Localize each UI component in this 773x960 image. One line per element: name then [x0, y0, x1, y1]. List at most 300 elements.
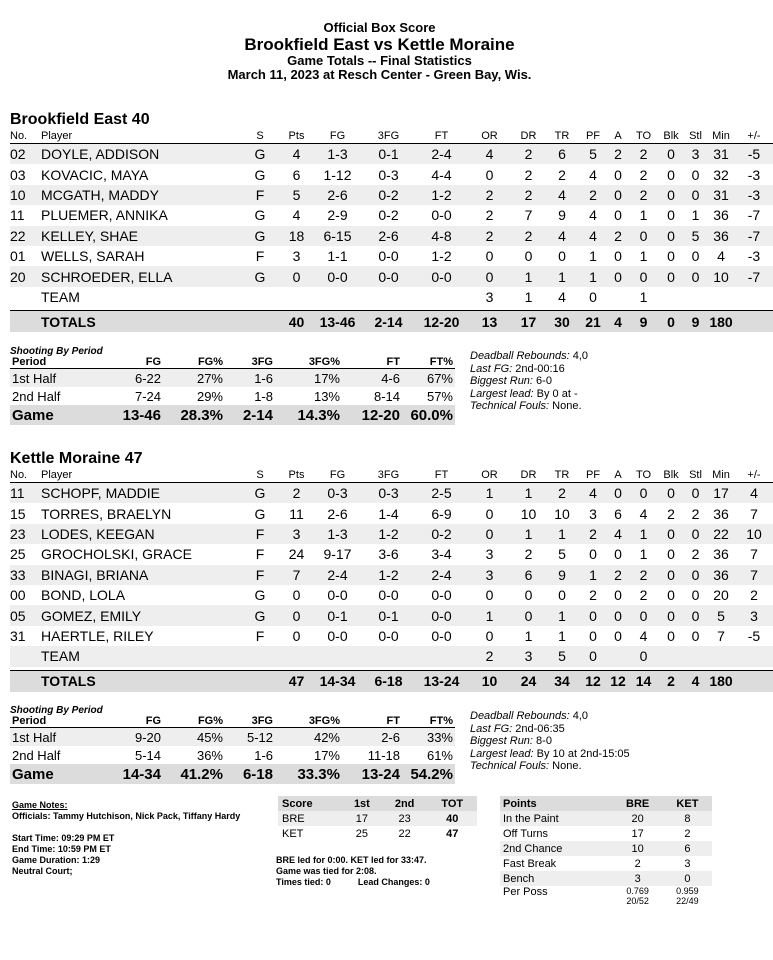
stat-cell: 0	[658, 185, 684, 205]
per-poss-value: 0.769	[626, 886, 649, 896]
player-row	[10, 605, 773, 625]
per-poss-ratio: 22/49	[676, 896, 699, 906]
shooting-cell: 9-20	[80, 728, 163, 747]
stat-cell: 0	[485, 505, 494, 522]
stat-cell: 7	[279, 565, 314, 585]
shooting-cell: 29%	[196, 388, 223, 404]
stat-cell: 2-4	[416, 144, 467, 165]
stat-cell: F	[255, 627, 265, 644]
stat-cell	[10, 311, 41, 333]
shooting-cell: 45%	[163, 728, 225, 747]
stat-cell: 36	[707, 226, 735, 246]
stat-cell: 0-0	[431, 207, 452, 224]
stat-cell	[707, 646, 735, 666]
points-value: 8	[663, 811, 712, 826]
stat-cell: 0	[691, 587, 700, 604]
stat-cell: 14-34	[314, 670, 361, 692]
stat-cell: 0-0	[431, 587, 452, 604]
column-header: FG	[314, 468, 361, 483]
stat-cell: WELLS, SARAH	[41, 248, 145, 265]
stat-cell: 2-6	[361, 226, 416, 246]
stat-cell: 0	[467, 266, 512, 286]
game-fact-label: Last FG:	[470, 722, 513, 735]
stat-cell: 6-18	[361, 670, 416, 692]
stat-cell: 01	[10, 248, 26, 265]
game-notes-title: Game Notes:	[12, 800, 68, 810]
home-box-score-table	[10, 129, 773, 332]
game-fact	[470, 363, 588, 376]
game-fact-label: Biggest Run:	[470, 735, 533, 747]
stat-cell: 0	[629, 226, 658, 246]
stat-cell: 1	[639, 546, 648, 563]
score-cell: 17	[342, 811, 382, 826]
stat-cell: 02	[10, 144, 41, 165]
score-cell: 22	[398, 827, 411, 840]
stat-cell: 1	[524, 627, 533, 644]
stat-cell: 1	[579, 565, 607, 585]
column-header: FT	[416, 468, 467, 483]
column-header: A	[607, 129, 629, 144]
game-fact	[470, 400, 588, 413]
shooting-header: 3FG	[225, 356, 275, 369]
stat-cell: 4	[639, 505, 648, 522]
stat-cell	[314, 646, 361, 666]
column-header: OR	[467, 468, 512, 483]
stat-cell: 2	[639, 587, 648, 604]
column-header: FG	[314, 129, 361, 144]
shooting-cell: 57%	[426, 388, 453, 404]
stat-cell: 5	[279, 185, 314, 205]
stat-cell: 2	[485, 207, 494, 224]
shooting-cell: 2-6	[342, 728, 402, 747]
game-fact-label: Largest lead:	[470, 747, 534, 760]
shooting-cell: 13-24	[342, 764, 402, 784]
stat-cell: 2	[667, 505, 675, 522]
stat-cell: 2	[512, 144, 545, 165]
stat-cell	[279, 287, 314, 307]
stat-cell: 0-0	[314, 266, 361, 286]
stat-cell: 0	[629, 605, 658, 625]
stat-cell: 9	[558, 207, 566, 224]
stat-cell: 0	[658, 266, 684, 286]
shooting-cell: 54.2%	[402, 764, 455, 784]
lead-time-info: BRE led for 0:00. KET led for 33:47.	[276, 855, 427, 865]
officials: Officials: Tammy Hutchison, Nick Pack, Tiffany Hardy	[12, 811, 241, 821]
shooting-cell: 33.3%	[275, 764, 342, 784]
game-fact	[470, 760, 630, 773]
stat-cell: 1	[691, 207, 700, 224]
shooting-cell: 17%	[313, 747, 340, 763]
stat-cell: 7	[750, 546, 758, 563]
stat-cell: MCGATH, MADDY	[41, 185, 241, 205]
shooting-cell: 11-18	[367, 747, 400, 763]
points-value: 3	[684, 857, 691, 870]
home-column-header-row	[10, 129, 773, 144]
shooting-header: FG	[80, 715, 163, 728]
score-total: 40	[428, 811, 478, 826]
points-value: 0	[663, 871, 712, 886]
player-row	[10, 205, 773, 225]
column-header: 3FG	[361, 468, 416, 483]
game-fact	[470, 710, 630, 723]
shooting-header: FG%	[163, 715, 225, 728]
home-team-title: Brookfield East 40	[10, 111, 150, 128]
stat-cell: -5	[735, 144, 773, 165]
shooting-cell: Game	[10, 405, 80, 425]
matchup-title: Brookfield East vs Kettle Moraine	[244, 35, 515, 54]
stat-cell: 2	[579, 185, 607, 205]
stat-cell: 0	[629, 266, 658, 286]
game-fact	[470, 735, 630, 748]
stat-cell: 1	[512, 483, 545, 504]
score-header: TOT	[428, 796, 478, 811]
stat-cell: 0	[607, 266, 629, 286]
stat-cell: 0	[558, 248, 566, 265]
stat-cell: G	[241, 144, 279, 165]
stat-cell: G	[241, 483, 279, 504]
shooting-header: Period	[10, 356, 80, 369]
stat-cell: BINAGI, BRIANA	[41, 565, 241, 585]
points-header: BRE	[613, 796, 663, 811]
stat-cell: 2	[279, 483, 314, 504]
stat-cell: 18	[279, 226, 314, 246]
stat-cell: -7	[735, 226, 773, 246]
stat-cell: 31	[10, 627, 26, 644]
stat-cell: -3	[747, 248, 761, 265]
stat-cell: 00	[10, 587, 26, 604]
stat-cell: 6	[512, 565, 545, 585]
column-header: FT	[416, 129, 467, 144]
stat-cell: 0	[691, 166, 700, 183]
points-value: 2	[684, 827, 691, 840]
times-tied: Times tied: 0	[276, 877, 331, 887]
stat-cell: 2-14	[361, 311, 416, 333]
stat-cell: 2	[512, 226, 545, 246]
column-header: A	[607, 468, 629, 483]
stat-cell: 2	[629, 144, 658, 165]
stat-cell: 40	[279, 311, 314, 333]
game-fact-value: By 10 at 2nd-15:05	[533, 747, 630, 760]
stat-cell: 4	[735, 483, 773, 504]
stat-cell: 1	[467, 605, 512, 625]
stat-cell: 0	[292, 627, 301, 644]
column-header: No.	[10, 129, 41, 144]
stat-cell: 23	[10, 524, 41, 544]
stat-cell: 0	[667, 587, 675, 604]
stat-cell	[658, 287, 684, 307]
stat-cell	[684, 287, 707, 307]
stat-cell: 0	[658, 605, 684, 625]
shooting-header: Period	[10, 715, 80, 728]
stat-cell: 0	[589, 288, 597, 305]
team-row	[10, 287, 773, 307]
stat-cell: 1	[512, 524, 545, 544]
stat-cell	[735, 287, 773, 307]
lead-info	[276, 855, 430, 888]
stat-cell: 6	[614, 505, 622, 522]
stat-cell: 0-0	[416, 266, 467, 286]
game-fact	[470, 350, 588, 363]
stat-cell: 2	[629, 565, 658, 585]
score-header: Score	[278, 796, 342, 811]
stat-cell: 0	[667, 166, 675, 183]
stat-cell	[735, 670, 773, 692]
stat-cell: 36	[713, 207, 729, 224]
shooting-cell: 8-14	[373, 388, 400, 404]
court-info: Neutral Court;	[12, 866, 73, 876]
stat-cell: 24	[512, 670, 545, 692]
points-value: 2	[634, 857, 641, 870]
points-label: 2nd Chance	[500, 841, 613, 856]
visitor-team-title: Kettle Moraine 47	[10, 450, 143, 467]
game-fact-label: Biggest Run:	[470, 375, 533, 387]
player-row	[10, 246, 773, 266]
column-header: TR	[545, 129, 579, 144]
stat-cell	[416, 646, 467, 666]
per-poss-ratio: 20/52	[626, 896, 649, 906]
stat-cell: 0	[684, 483, 707, 504]
stat-cell: 11	[10, 207, 25, 224]
stat-cell: 0	[614, 207, 622, 224]
stat-cell: 13-46	[314, 311, 361, 333]
visitor-box-score-table	[10, 468, 773, 692]
column-header: Pts	[279, 129, 314, 144]
game-fact	[470, 748, 630, 761]
stat-cell: 0	[658, 144, 684, 165]
player-row	[10, 164, 773, 184]
stat-cell: 1	[545, 266, 579, 286]
player-row	[10, 524, 773, 544]
stat-cell: 1-1	[327, 248, 348, 265]
score-cell: KET	[282, 827, 304, 840]
stat-cell: 0	[589, 627, 597, 644]
shooting-header: FG	[80, 356, 163, 369]
stat-cell: 0-2	[416, 524, 467, 544]
stat-cell: 22	[10, 226, 41, 246]
shooting-header: FT%	[402, 715, 455, 728]
stat-cell: 10	[707, 266, 735, 286]
stat-cell: 1-2	[416, 185, 467, 205]
stat-cell: 0	[467, 524, 512, 544]
shooting-cell: 36%	[196, 747, 223, 763]
totals-row	[10, 311, 773, 333]
shooting-cell: 6-18	[225, 764, 275, 784]
stat-cell: 0-1	[361, 144, 416, 165]
stat-cell: 4	[545, 185, 579, 205]
stat-cell: 03	[10, 166, 26, 183]
points-row	[500, 811, 712, 826]
shooting-cell: 13%	[313, 388, 340, 404]
shooting-cell: 28.3%	[163, 405, 225, 425]
column-header: TO	[629, 129, 658, 144]
shooting-cell: 1-6	[254, 747, 273, 763]
game-duration: Game Duration: 1:29	[12, 855, 101, 865]
stat-cell: 10	[10, 185, 41, 205]
player-row	[10, 503, 773, 523]
shooting-cell: 14-34	[80, 764, 163, 784]
points-label: Fast Break	[503, 857, 557, 870]
game-fact	[470, 723, 630, 736]
shooting-cell: 61%	[426, 747, 453, 763]
points-value: 6	[663, 841, 712, 856]
shooting-cell: 17%	[275, 369, 342, 388]
stat-cell: 0	[658, 524, 684, 544]
stat-cell: 12-20	[416, 311, 467, 333]
stat-cell: 0	[485, 627, 494, 644]
column-header: Stl	[684, 129, 707, 144]
shooting-cell: 41.2%	[163, 764, 225, 784]
stat-cell: 2	[467, 226, 512, 246]
player-row	[10, 585, 773, 605]
points-label: Per Poss	[503, 886, 548, 898]
home-game-facts	[470, 350, 588, 413]
stat-cell: 2	[607, 226, 629, 246]
stat-cell: 33	[10, 565, 41, 585]
stat-cell: 0-2	[378, 207, 399, 224]
shooting-row	[10, 387, 455, 405]
stat-cell: 1-2	[361, 565, 416, 585]
stat-cell: 0-3	[378, 166, 399, 183]
shooting-cell: 60.0%	[402, 405, 455, 425]
stat-cell: 0	[485, 166, 494, 183]
column-header: TO	[629, 468, 658, 483]
stat-cell	[10, 646, 41, 666]
column-header: Player	[41, 129, 241, 144]
stat-cell: 3	[512, 646, 545, 666]
stat-cell: 2	[512, 185, 545, 205]
shooting-cell: 7-24	[134, 388, 161, 404]
stat-cell: 7	[524, 207, 533, 224]
game-fact-label: Largest lead:	[470, 387, 534, 400]
stat-cell: 1	[545, 605, 579, 625]
stat-cell: 0	[629, 646, 658, 666]
stat-cell: 34	[545, 670, 579, 692]
stat-cell: 1-12	[323, 166, 352, 183]
visitor-shooting-title: Shooting By Period	[10, 705, 103, 716]
stat-cell: 3	[485, 546, 494, 563]
shooting-cell: 1-8	[254, 388, 273, 404]
stat-cell	[241, 287, 279, 307]
game-fact-value: 6-0	[532, 375, 552, 387]
player-row	[10, 226, 773, 246]
stat-cell: 3-4	[431, 546, 452, 563]
end-time: End Time: 10:59 PM ET	[12, 844, 111, 854]
points-row	[500, 871, 712, 886]
stat-cell: 4	[579, 226, 607, 246]
stat-cell: 25	[10, 546, 26, 563]
stat-cell: 0	[579, 646, 607, 666]
column-header: No.	[10, 468, 41, 483]
stat-cell: 6-9	[431, 505, 452, 522]
stat-cell: 2-4	[314, 565, 361, 585]
stat-cell: -7	[735, 266, 773, 286]
score-header: 1st	[342, 796, 382, 811]
stat-cell: G	[241, 266, 279, 286]
stat-cell: 9-17	[323, 546, 352, 563]
stat-cell: 0-0	[378, 248, 399, 265]
stat-cell: 3	[735, 605, 773, 625]
stat-cell: 17	[512, 311, 545, 333]
stat-cell: 5	[707, 605, 735, 625]
stat-cell: 12	[579, 670, 607, 692]
stat-cell: 7	[717, 627, 725, 644]
stat-cell: 180	[707, 311, 735, 333]
stat-cell: 0-3	[361, 483, 416, 504]
stat-cell: 0	[684, 605, 707, 625]
stat-cell: 0	[607, 605, 629, 625]
game-fact-label: Deadball Rebounds:	[470, 350, 570, 362]
stat-cell	[241, 646, 279, 666]
stat-cell: 2-4	[416, 565, 467, 585]
stat-cell: SCHROEDER, ELLA	[41, 266, 241, 286]
visitor-column-header-row	[10, 468, 773, 483]
home-shooting-title: Shooting By Period	[10, 346, 103, 357]
column-header: Blk	[658, 468, 684, 483]
stat-cell: TORRES, BRAELYN	[41, 505, 172, 522]
stat-cell	[241, 670, 279, 692]
stat-cell: G	[254, 587, 266, 604]
stat-cell: 0	[658, 565, 684, 585]
stat-cell: G	[254, 207, 266, 224]
stat-cell: G	[241, 226, 279, 246]
stat-cell: 2	[607, 565, 629, 585]
stat-cell: 0	[485, 587, 494, 604]
stat-cell: TOTALS	[41, 670, 241, 692]
player-row	[10, 626, 773, 646]
stat-cell: 0	[292, 587, 301, 604]
stat-cell: 0	[691, 627, 700, 644]
shooting-header: FG%	[163, 356, 225, 369]
stat-cell: 0-0	[378, 587, 399, 604]
stat-cell	[241, 311, 279, 333]
game-fact-label: Last FG:	[470, 362, 513, 375]
stat-cell	[607, 287, 629, 307]
stat-cell: 2	[579, 524, 607, 544]
stat-cell: 9	[684, 311, 707, 333]
stat-cell: 9	[629, 311, 658, 333]
stat-cell: 2	[589, 587, 597, 604]
game-notes	[12, 800, 272, 877]
stat-cell: 0	[279, 605, 314, 625]
stat-cell: 4	[292, 207, 301, 224]
stat-cell: 2	[467, 646, 512, 666]
points-row	[500, 826, 712, 841]
stat-cell: 11	[10, 483, 41, 504]
column-header: Pts	[279, 468, 314, 483]
stat-cell: 4	[589, 166, 597, 183]
shooting-row	[10, 746, 455, 764]
player-row	[10, 144, 773, 165]
stat-cell: 0	[614, 627, 622, 644]
stat-cell: 0	[667, 248, 675, 265]
shooting-game-row	[10, 764, 455, 784]
points-row	[500, 841, 712, 856]
shooting-cell: 1st Half	[10, 728, 80, 747]
stat-cell: 30	[545, 311, 579, 333]
stat-cell: 0-0	[378, 627, 399, 644]
column-header: TR	[545, 468, 579, 483]
shooting-cell: 27%	[163, 369, 225, 388]
stat-cell: 0	[558, 587, 566, 604]
stat-cell: 0	[614, 587, 622, 604]
shooting-cell: 6-22	[80, 369, 163, 388]
shooting-cell: 4-6	[342, 369, 402, 388]
stat-cell: 0	[684, 266, 707, 286]
stat-cell: 1-2	[361, 524, 416, 544]
game-fact-label: Technical Fouls:	[470, 400, 550, 412]
stat-cell: 3	[467, 565, 512, 585]
stat-cell: 0	[629, 483, 658, 504]
